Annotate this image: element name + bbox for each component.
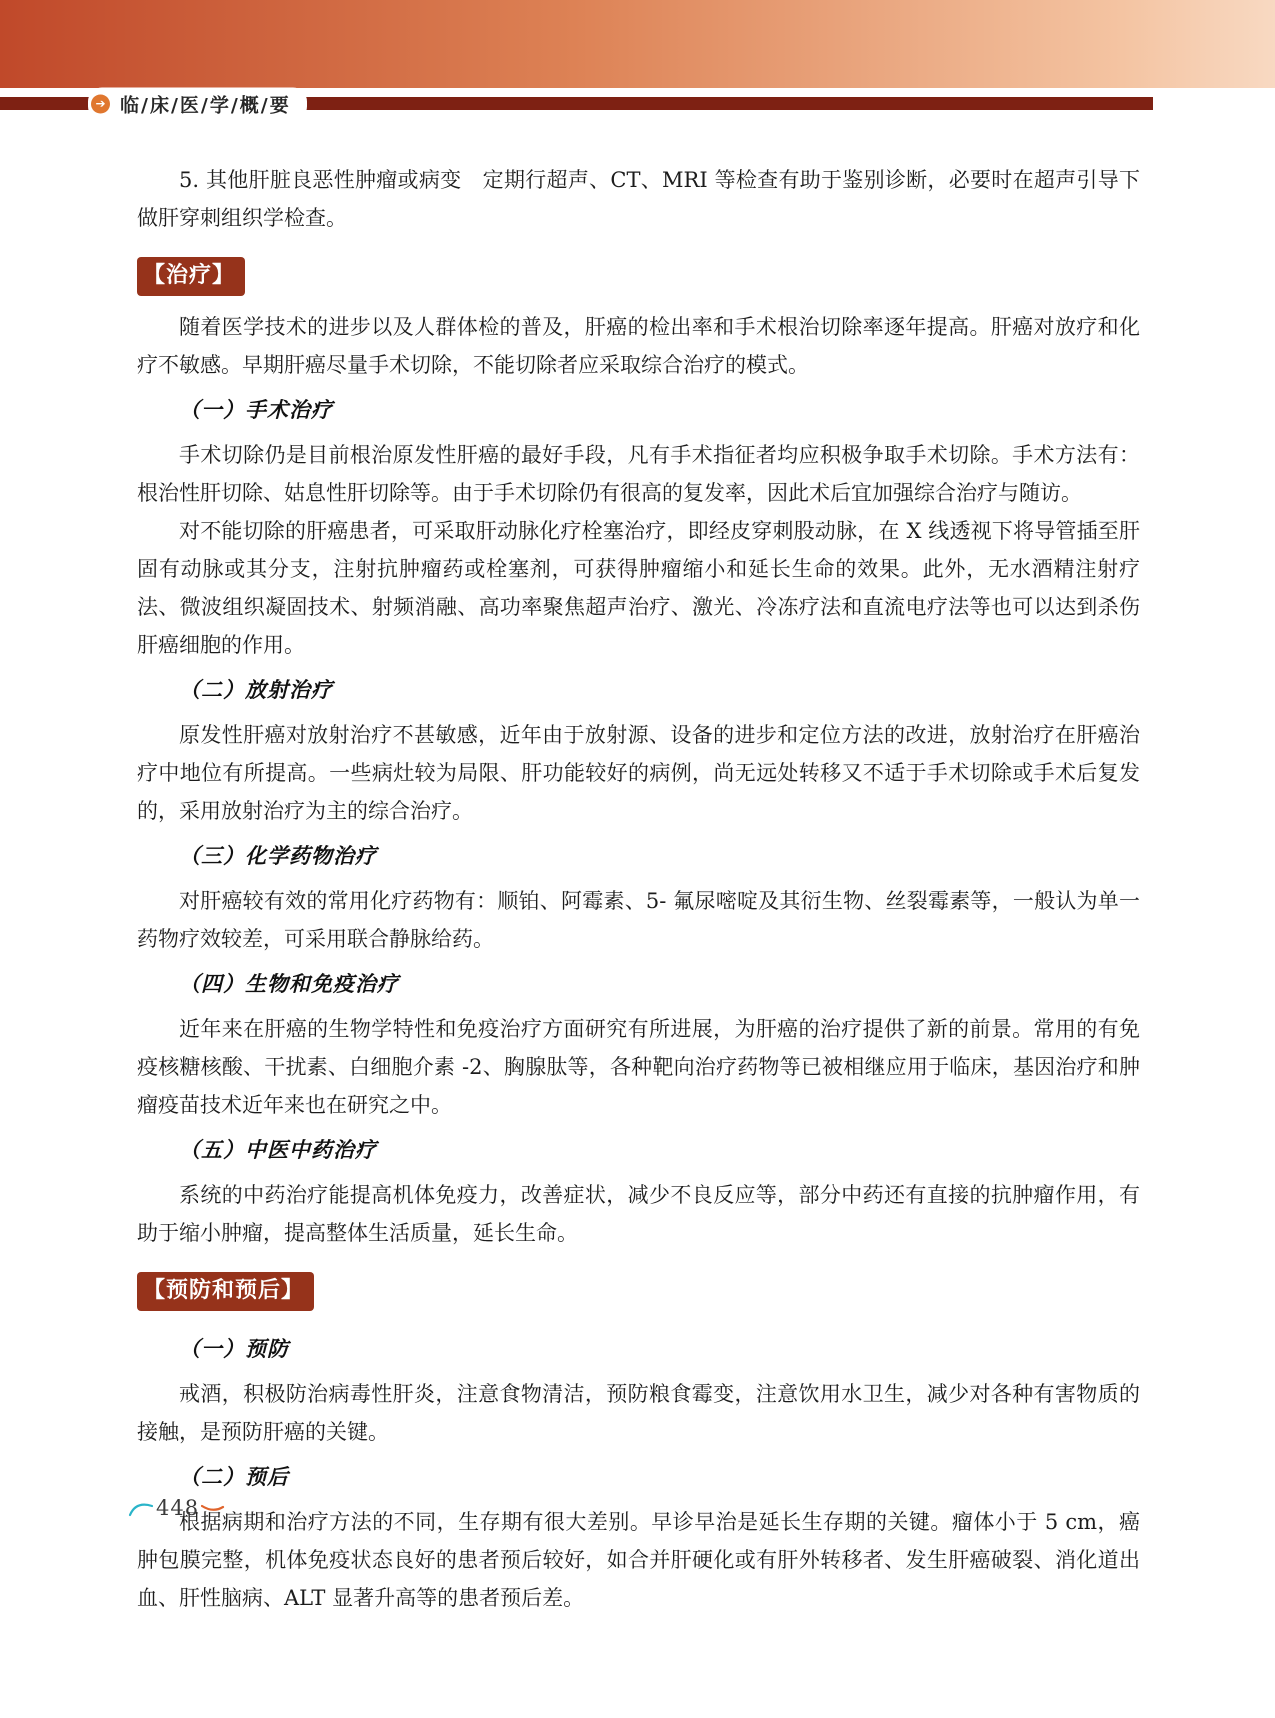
section-heading-row <box>137 237 1140 308</box>
body-paragraph: 手术切除仍是目前根治原发性肝癌的最好手段，凡有手术指征者均应积极争取手术切除。手术方法有：根治性肝切除、姑息性肝切除等。由于手术切除仍有很高的复发率，因此术后宜加强综合治疗与随访。 <box>137 443 1140 505</box>
body-paragraph: 随着医学技术的进步以及人群体检的普及，肝癌的检出率和手术根治切除率逐年提高。肝癌对放疗和化疗不敏感。早期肝癌尽量手术切除，不能切除者应采取综合治疗的模式。 <box>137 315 1140 377</box>
footer-swoosh-left-icon <box>128 1497 154 1519</box>
page-body <box>137 161 1140 1617</box>
book-title: 临/床/医/学/概/要 <box>120 94 291 117</box>
section-heading: 【预防和预后】 <box>137 1272 314 1311</box>
page-number: 448 <box>156 1496 200 1520</box>
body-paragraph: 戒酒，积极防治病毒性肝炎，注意食物清洁，预防粮食霉变，注意饮用水卫生，减少对各种有害物质的接触，是预防肝癌的关键。 <box>137 1382 1140 1444</box>
body-paragraph: 对肝癌较有效的常用化疗药物有：顺铂、阿霉素、5- 氟尿嘧啶及其衍生物、丝裂霉素等，一般认为单一药物疗效较差，可采用联合静脉给药。 <box>137 889 1140 951</box>
body-paragraph: 近年来在肝癌的生物学特性和免疫治疗方面研究有所进展，为肝癌的治疗提供了新的前景。常用的有免疫核糖核酸、干扰素、白细胞介素 -2、胸腺肽等，各种靶向治疗药物等已被相继应用于临床，基因治疗和肿瘤疫苗技术近年来也在研究之中。 <box>137 1017 1140 1117</box>
page-header <box>0 94 1275 117</box>
section-heading-row <box>137 1252 1140 1323</box>
footer-swoosh-right-icon <box>201 1497 225 1519</box>
sub-heading: （二）预后 <box>179 1464 289 1489</box>
header-title-pill <box>88 88 307 121</box>
sub-heading: （五）中医中药治疗 <box>179 1137 377 1162</box>
body-paragraph: 5. 其他肝脏良恶性肿瘤或病变 定期行超声、CT、MRI 等检查有助于鉴别诊断，必要时在超声引导下做肝穿刺组织学检查。 <box>137 168 1140 230</box>
top-gradient-band <box>0 0 1275 88</box>
body-paragraph: 根据病期和治疗方法的不同，生存期有很大差别。早诊早治是延长生存期的关键。瘤体小于 5 cm，癌肿包膜完整，机体免疫状态良好的患者预后较好，如合并肝硬化或有肝外转移者、发生肝癌破裂、消化道出血、肝性脑病、ALT 显著升高等的患者预后差。 <box>137 1510 1140 1610</box>
sub-heading: （二）放射治疗 <box>179 677 333 702</box>
sub-heading: （四）生物和免疫治疗 <box>179 971 399 996</box>
sub-heading: （一）预防 <box>179 1336 289 1361</box>
body-paragraph: 对不能切除的肝癌患者，可采取肝动脉化疗栓塞治疗，即经皮穿刺股动脉，在 X 线透视下将导管插至肝固有动脉或其分支，注射抗肿瘤药或栓塞剂，可获得肿瘤缩小和延长生命的效果。此外，无水酒精注射疗法、微波组织凝固技术、射频消融、高功率聚焦超声治疗、激光、冷冻疗法和直流电疗法等也可以达到杀伤肝癌细胞的作用。 <box>137 519 1140 657</box>
sub-heading: （一）手术治疗 <box>179 397 333 422</box>
page-footer <box>128 1496 225 1520</box>
section-heading: 【治疗】 <box>137 257 245 296</box>
body-paragraph: 原发性肝癌对放射治疗不甚敏感，近年由于放射源、设备的进步和定位方法的改进，放射治疗在肝癌治疗中地位有所提高。一些病灶较为局限、肝功能较好的病例，尚无远处转移又不适于手术切除或手术后复发的，采用放射治疗为主的综合治疗。 <box>137 723 1140 823</box>
body-paragraph: 系统的中药治疗能提高机体免疫力，改善症状，减少不良反应等，部分中药还有直接的抗肿瘤作用，有助于缩小肿瘤，提高整体生活质量，延长生命。 <box>137 1183 1140 1245</box>
arrow-circle-icon: ➔ <box>91 95 110 114</box>
sub-heading: （三）化学药物治疗 <box>179 843 377 868</box>
